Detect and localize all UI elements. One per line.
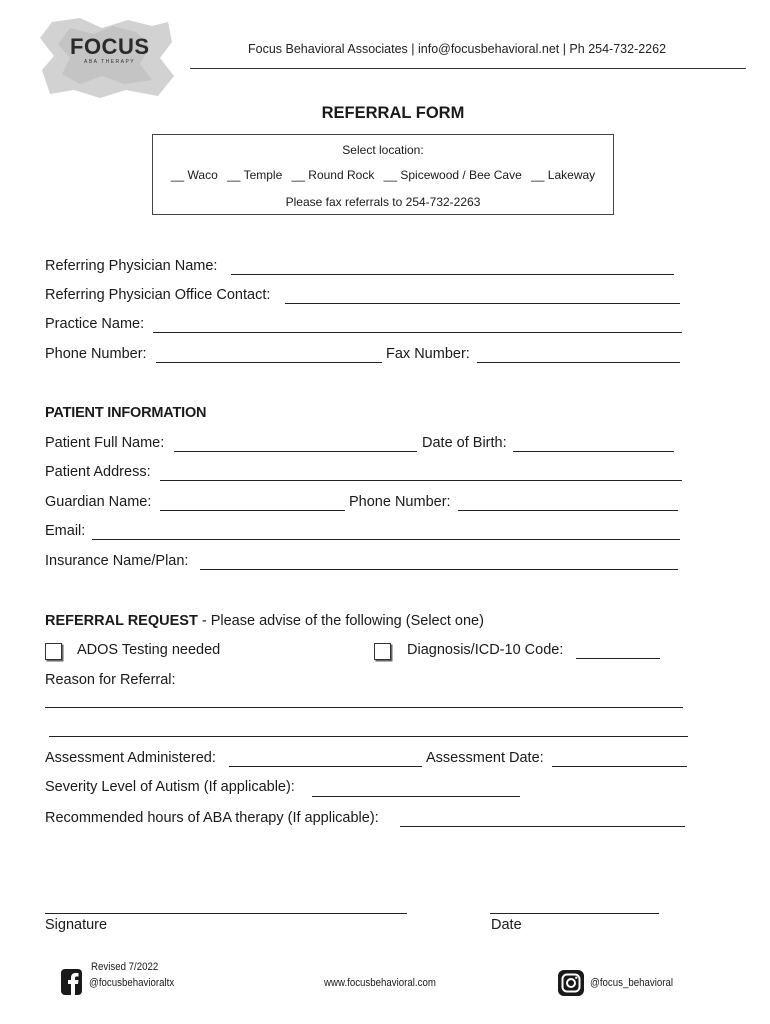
signature-field[interactable] <box>45 913 407 914</box>
fax-note: Please fax referrals to 254-732-2263 <box>285 195 481 209</box>
guardian-phone-field[interactable] <box>458 510 678 511</box>
logo-text: FOCUS <box>70 34 150 59</box>
assessment-date-label: Assessment Date: <box>426 750 544 766</box>
form-title: REFERRAL FORM <box>321 104 465 122</box>
location-option-spicewood[interactable]: __ Spicewood / Bee Cave <box>383 168 522 182</box>
dob-label: Date of Birth: <box>422 435 507 451</box>
instagram-handle[interactable]: @focus_behavioral <box>590 977 674 989</box>
office-contact-label: Referring Physician Office Contact: <box>45 287 271 303</box>
patient-name-label: Patient Full Name: <box>45 435 165 451</box>
physician-phone-label: Phone Number: <box>45 346 147 362</box>
location-selection-box <box>152 134 614 215</box>
reason-field-line-1[interactable] <box>45 707 683 708</box>
physician-fax-label: Fax Number: <box>386 346 470 362</box>
location-option-round-rock[interactable]: __ Round Rock <box>291 168 375 182</box>
location-option-waco[interactable]: __ Waco <box>170 168 218 182</box>
patient-info-heading: PATIENT INFORMATION <box>45 405 207 421</box>
practice-name-field[interactable] <box>153 332 682 333</box>
revised-date: Revised 7/2022 <box>91 961 159 973</box>
focus-logo <box>40 18 175 98</box>
ados-checkbox[interactable] <box>45 643 62 660</box>
aba-hours-label: Recommended hours of ABA therapy (If applicable): <box>45 810 379 826</box>
location-options <box>153 168 613 182</box>
physician-name-field[interactable] <box>231 274 674 275</box>
guardian-phone-label: Phone Number: <box>349 494 451 510</box>
instagram-icon[interactable] <box>558 970 584 996</box>
date-field[interactable] <box>490 913 659 914</box>
header-contact-line: Focus Behavioral Associates | info@focusbehavioral.net | Ph 254-732-2262 <box>248 42 667 56</box>
diagnosis-label: Diagnosis/ICD-10 Code: <box>407 642 564 658</box>
severity-label: Severity Level of Autism (If applicable): <box>45 779 295 795</box>
assessment-field[interactable] <box>229 766 422 767</box>
diagnosis-checkbox[interactable] <box>374 643 391 660</box>
physician-fax-field[interactable] <box>477 362 680 363</box>
facebook-icon[interactable] <box>61 969 82 995</box>
referral-request-subtitle: - Please advise of the following (Select one) <box>201 613 484 629</box>
office-contact-field[interactable] <box>285 303 680 304</box>
insurance-label: Insurance Name/Plan: <box>45 553 189 569</box>
diagnosis-code-field[interactable] <box>576 658 660 659</box>
assessment-date-field[interactable] <box>552 766 687 767</box>
guardian-name-label: Guardian Name: <box>45 494 152 510</box>
reason-field-line-2[interactable] <box>49 736 688 737</box>
patient-address-label: Patient Address: <box>45 464 151 480</box>
ados-label: ADOS Testing needed <box>77 642 221 658</box>
patient-address-field[interactable] <box>160 480 682 481</box>
location-option-temple[interactable]: __ Temple <box>227 168 283 182</box>
email-field[interactable] <box>92 539 680 540</box>
date-label: Date <box>491 917 522 933</box>
aba-hours-field[interactable] <box>400 826 685 827</box>
location-prompt: Select location: <box>342 143 424 157</box>
physician-name-label: Referring Physician Name: <box>45 258 218 274</box>
patient-name-field[interactable] <box>174 451 417 452</box>
referral-request-title: REFERRAL REQUEST <box>45 613 198 629</box>
header-divider <box>190 68 746 69</box>
practice-name-label: Practice Name: <box>45 316 145 332</box>
facebook-handle[interactable]: @focusbehavioraltx <box>89 977 175 989</box>
physician-phone-field[interactable] <box>156 362 382 363</box>
insurance-field[interactable] <box>200 569 678 570</box>
severity-field[interactable] <box>312 796 520 797</box>
referral-request-heading <box>45 613 484 629</box>
guardian-name-field[interactable] <box>160 510 345 511</box>
assessment-label: Assessment Administered: <box>45 750 216 766</box>
dob-field[interactable] <box>513 451 674 452</box>
website-link[interactable]: www.focusbehavioral.com <box>324 977 436 989</box>
logo-subtext: ABA THERAPY <box>84 59 136 65</box>
reason-label: Reason for Referral: <box>45 672 176 688</box>
location-option-lakeway[interactable]: __ Lakeway <box>531 168 596 182</box>
signature-label: Signature <box>45 917 108 933</box>
email-label: Email: <box>45 523 86 539</box>
